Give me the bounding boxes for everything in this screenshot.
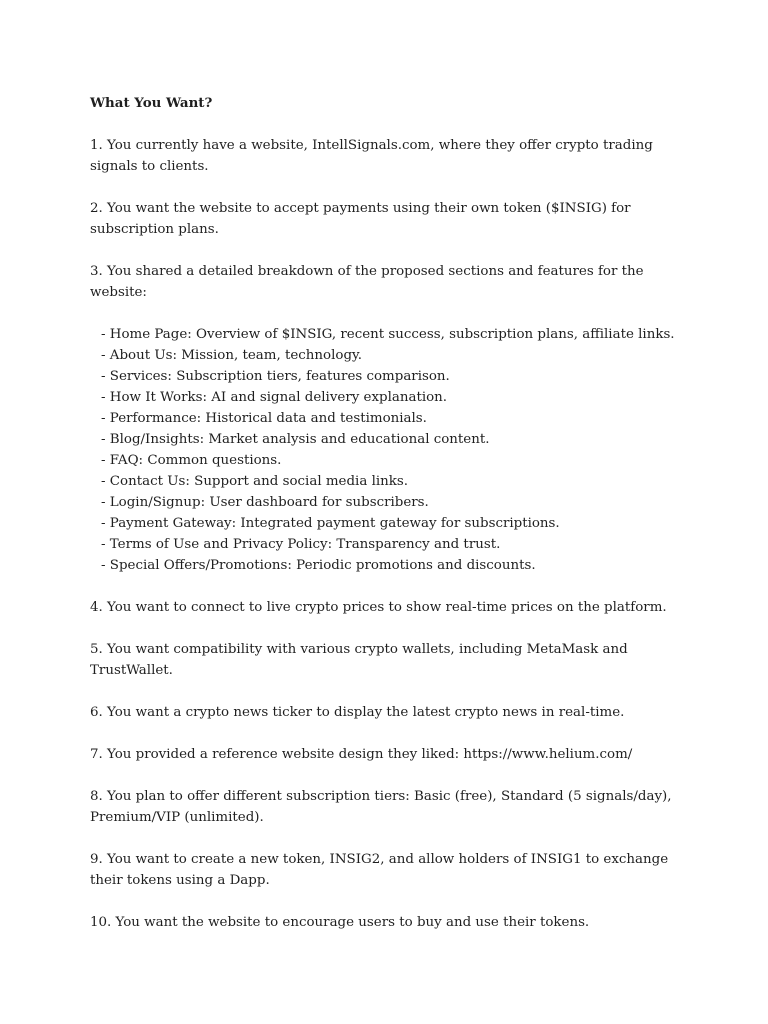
feature-item-offers: - Special Offers/Promotions: Periodic promotions and discounts. [101,558,536,573]
feature-item-about: - About Us: Mission, team, technology. [101,348,363,363]
feature-item-contact: - Contact Us: Support and social media links. [101,474,409,489]
document-page [90,93,690,954]
feature-item-terms: - Terms of Use and Privacy Policy: Transparency and trust. [101,537,501,552]
requirement-item-3: 3. You shared a detailed breakdown of the proposed sections and features for the website: [90,264,644,300]
feature-item-blog: - Blog/Insights: Market analysis and educational content. [101,432,490,447]
requirement-item-8: 8. You plan to offer different subscription tiers: Basic (free), Standard (5 signals/day), Premium/VIP (unlimited). [90,789,672,825]
document-title: What You Want? [90,95,213,111]
requirement-item-1: 1. You currently have a website, IntellSignals.com, where they offer crypto trading signals to clients. [90,138,653,174]
feature-item-home: - Home Page: Overview of $INSIG, recent success, subscription plans, affiliate links. [101,327,675,342]
feature-item-performance: - Performance: Historical data and testimonials. [101,411,427,426]
requirement-item-9: 9. You want to create a new token, INSIG2, and allow holders of INSIG1 to exchange their tokens using a Dapp. [90,852,669,888]
requirement-item-6: 6. You want a crypto news ticker to display the latest crypto news in real-time. [90,705,625,720]
feature-item-faq: - FAQ: Common questions. [101,453,282,468]
requirement-item-10: 10. You want the website to encourage users to buy and use their tokens. [90,915,590,930]
requirement-item-4: 4. You want to connect to live crypto prices to show real-time prices on the platform. [90,600,667,615]
requirement-item-7: 7. You provided a reference website design they liked: https://www.helium.com/ [90,747,633,762]
feature-item-services: - Services: Subscription tiers, features comparison. [101,369,450,384]
feature-item-payment: - Payment Gateway: Integrated payment gateway for subscriptions. [101,516,560,531]
feature-item-how-it-works: - How It Works: AI and signal delivery explanation. [101,390,448,405]
requirement-item-5: 5. You want compatibility with various crypto wallets, including MetaMask and TrustWallet. [90,642,628,678]
feature-list [90,324,690,576]
requirement-item-2: 2. You want the website to accept payments using their own token ($INSIG) for subscription plans. [90,201,631,237]
feature-item-login: - Login/Signup: User dashboard for subscribers. [101,495,429,510]
